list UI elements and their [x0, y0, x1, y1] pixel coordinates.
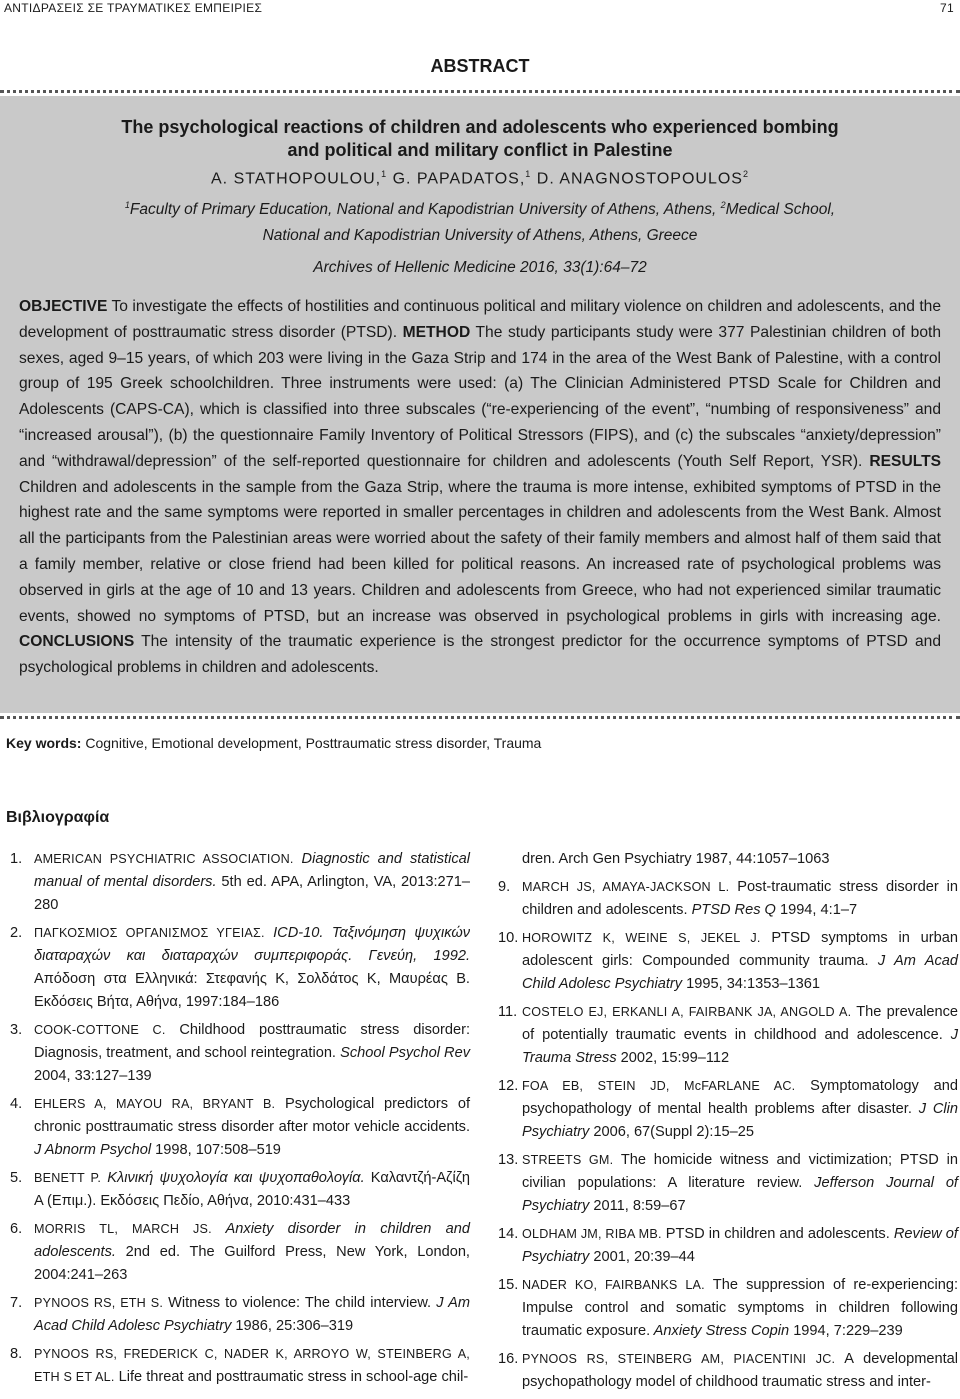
method-text: The study participants study were 377 Palestinian children of both sexes, aged 9–15 years, of which 203 were living in the Gaza Strip and 174 in the area of the West Bank of Palestine, with a control group of 195 Greek schoolchildren. Three instruments were used: (a) The Clinician Administered PTSD Scale for Children and Adolescents (CAPS-CA), which is classified into three subscales (“re-experiencing of the event”, “numbing of responsiveness” and “increased arousal”), (b) the questionnaire Family Inventory of Political Stressors (FIPS), and (c) the subscales “anxiety/depression” and “withdrawal/depression” of the self-reported questionnaire for children and adolescents (Youth Self Report, YSR). [19, 323, 942, 470]
reference-text: PTSD in children and adolescents. [661, 1226, 890, 1242]
reference-journal: J Trauma Stress [522, 1027, 958, 1066]
reference-details: 1986, 25:306–319 [231, 1318, 354, 1334]
reference-item [498, 927, 958, 996]
reference-authors: PYNOOS RS, STEINBERG AM, PIACENTINI JC. [522, 1352, 836, 1366]
reference-item [498, 1274, 958, 1343]
reference-journal: Jefferson Journal of Psychiatry [522, 1175, 958, 1214]
reference-item [10, 1218, 470, 1287]
author-3: D. ANAGNOSTOPOULOS [536, 170, 743, 188]
conclusions-text: The intensity of the traumatic experience is the strongest predictor for the occurrence symptoms of PTSD and psychological problems in children and adolescents. [19, 633, 941, 677]
reference-item [498, 1001, 958, 1070]
reference-authors: PYNOOS RS, ETH S. [34, 1296, 164, 1310]
reference-number: 1. [10, 851, 23, 867]
reference-details: 1998, 107:508–519 [151, 1142, 281, 1158]
objective-text: To investigate the effects of hostilities and continuous political and military violence on children and adolescents, and the development of posttraumatic stress disorder (PTSD). [19, 298, 941, 341]
reference-number: 16. [498, 1351, 519, 1367]
reference-journal: J Abnorm Psychol [34, 1142, 152, 1158]
reference-journal: J Clin Psychiatry [522, 1101, 959, 1140]
ref-cont-text: dren. [522, 851, 556, 867]
top-dotted-divider [0, 90, 960, 93]
reference-journal: J Am Acad Child Adolesc Psychiatry [34, 1295, 470, 1334]
affiliation-2-sup: 2 [720, 200, 726, 210]
reference-text: Απόδοση στα Ελληνικά: Στεφανής Κ, Σολδάτος Κ, Μαυρέας Β. Εκδόσεις Βήτα, Αθήνα, 1997:184–186 [34, 971, 470, 1010]
reference-authors: BENETT P. [34, 1171, 102, 1185]
reference-text: PTSD symptoms in urban adolescent girls: Compounded community trauma. [522, 930, 958, 969]
reference-number: 7. [10, 1295, 23, 1311]
reference-italic-title: Anxiety disorder in children and adolescents. [34, 1221, 470, 1260]
abstract-body [19, 294, 941, 681]
reference-item [10, 1093, 470, 1162]
reference-authors: NADER KO, FAIRBANKS LA. [522, 1278, 705, 1292]
author-1: A. STATHOPOULOU, [211, 170, 382, 188]
bibliography-heading: Βιβλιογραφία [6, 809, 110, 826]
reference-item [10, 848, 470, 917]
reference-authors: HOROWITZ K, WEINE S, JEKEL J. [522, 931, 761, 945]
author-2: G. PAPADATOS, [392, 170, 526, 188]
reference-item [10, 922, 470, 1014]
abstract-heading: ABSTRACT [430, 56, 530, 76]
reference-authors: PYNOOS RS, FREDERICK C, NADER K, ARROYO W, STEINBERG A, ETH S ET AL. [34, 1347, 470, 1384]
affiliation-2a: Medical School, [725, 201, 836, 219]
reference-text: A developmental psychopathology model of childhood traumatic stress and inter- [522, 1351, 958, 1390]
reference-item [10, 1019, 470, 1088]
reference-item [498, 1149, 958, 1218]
reference-number: 15. [498, 1277, 519, 1293]
reference-text: Καλαντζή-Αζίζη Α (Επιμ.). Εκδόσεις Πεδίο, Αθήνα, 2010:431–433 [34, 1170, 471, 1209]
reference-item [10, 1292, 470, 1338]
reference-authors: COSTELO EJ, ERKANLI A, FAIRBANK JA, ANGOLD A. [522, 1005, 852, 1019]
reference-journal: J Am Acad Child Adolesc Psychiatry [522, 953, 958, 992]
reference-text: The homicide witness and victimization; PTSD in civilian populations: A literature review. [522, 1152, 958, 1191]
reference-text: Psychological predictors of chronic posttraumatic stress disorder after motor vehicle accidents. [34, 1096, 470, 1135]
reference-text: 5th ed. APA, Arlington, VA, 2013:271–280 [34, 874, 471, 913]
ref-cont-tail: 1987, 44:1057–1063 [691, 851, 830, 867]
reference-text: Post-traumatic stress disorder in children and adolescents. [522, 879, 958, 918]
reference-authors: OLDHAM JM, RIBA MB. [522, 1227, 662, 1241]
reference-number: 9. [498, 879, 511, 895]
reference-details: 2011, 8:59–67 [589, 1198, 686, 1214]
reference-text: 2nd ed. The Guilford Press, New York, London, 2004:241–263 [34, 1244, 470, 1283]
reference-journal: School Psychol Rev [336, 1045, 470, 1061]
results-label: RESULTS [869, 452, 941, 470]
reference-number: 12. [498, 1078, 519, 1094]
ref-cont-journal: Arch Gen Psychiatry [555, 851, 692, 867]
reference-details: 1994, 4:1–7 [775, 902, 858, 918]
citation: Archives of Hellenic Medicine 2016, 33(1):64–72 [313, 259, 647, 276]
reference-text: Life threat and posttraumatic stress in school-age chil- [114, 1369, 469, 1385]
method-label: METHOD [402, 323, 471, 341]
author-1-sup: 1 [381, 169, 388, 179]
reference-details: 2004, 33:127–139 [34, 1068, 152, 1084]
reference-number: 5. [10, 1170, 23, 1186]
keywords [6, 735, 541, 751]
reference-details: 2001, 20:39–44 [589, 1249, 695, 1265]
reference-number: 4. [10, 1096, 23, 1112]
reference-details: 2002, 15:99–112 [616, 1050, 730, 1066]
references-left-column [10, 848, 470, 1394]
reference-journal: Anxiety Stress Copin [650, 1323, 790, 1339]
reference-italic-title: Κλινική ψυχολογία και ψυχοπαθολογία. [101, 1170, 365, 1186]
reference-item [10, 1167, 470, 1213]
reference-details: 2006, 67(Suppl 2):15–25 [589, 1124, 755, 1140]
reference-authors: FOA EB, STEIN JD, McFARLANE AC. [522, 1079, 796, 1093]
reference-details: 1995, 34:1353–1361 [682, 976, 821, 992]
reference-text: Childhood posttraumatic stress disorder: Diagnosis, treatment, and school reintegration. [34, 1022, 470, 1061]
reference-number: 3. [10, 1022, 23, 1038]
reference-journal: PTSD Res Q [687, 902, 776, 918]
reference-authors: AMERICAN PSYCHIATRIC ASSOCIATION. [34, 852, 294, 866]
paper-title [0, 116, 960, 162]
reference-number: 8. [10, 1346, 23, 1362]
reference-text: The suppression of re-experiencing: Impulse control and somatic symptoms in children following traumatic exposure. [522, 1277, 959, 1339]
reference-authors: MORRIS TL, MARCH JS. [34, 1222, 212, 1236]
reference-number: 6. [10, 1221, 23, 1237]
reference-italic-title: ICD-10. Ταξινόμηση ψυχικών διαταραχών και διαταραχών συμπεριφοράς. Γενεύη, 1992. [34, 925, 470, 964]
reference-number: 10. [498, 930, 519, 946]
objective-label: OBJECTIVE [19, 298, 108, 315]
conclusions-label: CONCLUSIONS [19, 633, 135, 651]
reference-authors: EHLERS A, MAYOU RA, BRYANT B. [34, 1097, 276, 1111]
reference-item [498, 876, 958, 922]
keywords-text: Cognitive, Emotional development, Posttraumatic stress disorder, Trauma [81, 735, 542, 751]
reference-authors: STREETS GM. [522, 1153, 614, 1167]
affiliation-1-sup: 1 [124, 200, 130, 210]
reference-item [10, 1343, 470, 1389]
reference-number: 13. [498, 1152, 519, 1168]
reference-text: Symptomatology and psychopathology of mental health problems after disaster. [522, 1078, 958, 1117]
authors [0, 169, 960, 188]
reference-item [498, 1075, 958, 1144]
reference-number: 11. [498, 1004, 518, 1020]
running-header-title: ΑΝΤΙΔΡΑΣΕΙΣ ΣΕ ΤΡΑΥΜΑΤΙΚΕΣ ΕΜΠΕΙΡΙΕΣ [4, 1, 263, 15]
reference-authors: ΠΑΓΚΟΣΜΙΟΣ ΟΡΓΑΝΙΣΜΟΣ ΥΓΕΙΑΣ. [34, 926, 265, 940]
keywords-label: Key words: [6, 735, 82, 751]
reference-text: The prevalence of potentially traumatic events in childhood and adolescence. [522, 1004, 958, 1043]
reference-authors: MARCH JS, AMAYA-JACKSON L. [522, 880, 730, 894]
author-3-sup: 2 [742, 169, 749, 179]
reference-8-continuation [498, 848, 958, 871]
reference-italic-title: Diagnostic and statistical manual of mental disorders. [34, 851, 470, 890]
reference-journal: Review of Psychiatry [522, 1226, 958, 1265]
reference-item [498, 1348, 958, 1394]
running-header [0, 0, 960, 18]
bottom-dotted-divider [0, 716, 960, 719]
results-text: Children and adolescents in the sample from the Gaza Strip, where the trauma is more intense, exhibited symptoms of PTSD in the highest rate and the same symptoms were reported in smaller percentages in children and adolescents from the West Bank. Almost all the participants from the Palestinian areas were worried about the safety of their family members and almost half of them said that a family member, relative or close friend had been killed for political reasons. An increased rate of psychological problems was observed in girls at the age of 10 and 13 years. Children and adolescents from Greece, who had not experienced similar traumatic events, showed no symptoms of PTSD, but an increase was observed in psychological problems in girls with increasing age. [19, 478, 941, 625]
reference-number: 14. [498, 1226, 519, 1242]
reference-number: 2. [10, 925, 23, 941]
affiliations [0, 192, 960, 249]
affiliation-1: Faculty of Primary Education, National and Kapodistrian University of Athens, Athens, [129, 201, 717, 219]
paper-title-line-2: and political and military conflict in Palestine [287, 140, 673, 160]
affiliation-2b: National and Kapodistrian University of Athens, Athens, Greece [262, 227, 698, 245]
reference-authors: COOK-COTTONE C. [34, 1023, 166, 1037]
reference-text: Witness to violence: The child interview. [163, 1295, 432, 1311]
references-right-column [498, 848, 958, 1399]
reference-details: 1994, 7:229–239 [789, 1323, 903, 1339]
page-number: 71 [940, 1, 954, 15]
author-2-sup: 1 [525, 169, 532, 179]
paper-title-line-1: The psychological reactions of children and adolescents who experienced bombing [121, 117, 839, 137]
reference-item [498, 1223, 958, 1269]
